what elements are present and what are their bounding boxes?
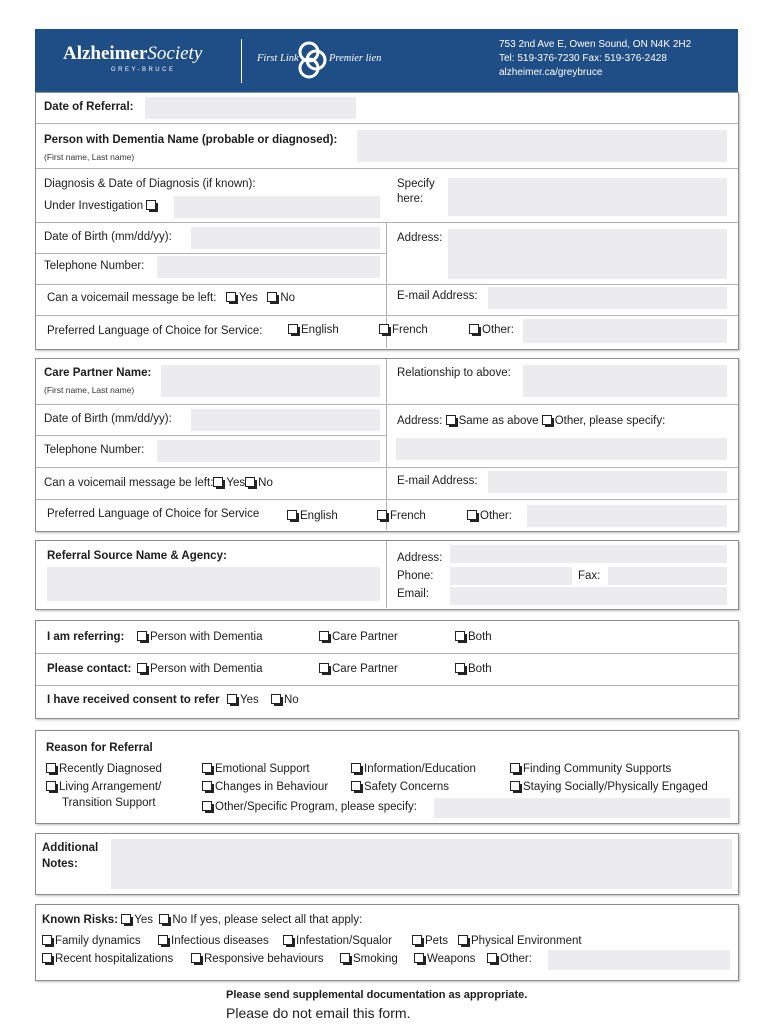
contact-both-option[interactable]: Both bbox=[455, 663, 492, 675]
cp-voicemail: Can a voicemail message be left: Yes No bbox=[44, 477, 273, 489]
notes-section bbox=[35, 833, 739, 895]
cp-address-input[interactable] bbox=[396, 438, 727, 460]
reason-safety-concerns[interactable]: Safety Concerns bbox=[351, 781, 449, 793]
person-address-label: Address: bbox=[397, 232, 443, 244]
reason-section bbox=[35, 730, 739, 824]
under-investigation-checkbox[interactable] bbox=[146, 200, 156, 210]
reason-changes-behaviour[interactable]: Changes in Behaviour bbox=[202, 781, 328, 793]
cp-relationship-label: Relationship to above: bbox=[397, 367, 511, 379]
diagnosis-input[interactable] bbox=[174, 196, 380, 218]
referring-pwd-option[interactable]: Person with Dementia bbox=[137, 631, 263, 643]
person-lang-other-input[interactable] bbox=[523, 319, 727, 343]
person-name-input[interactable] bbox=[357, 130, 727, 162]
risk-infectious-diseases[interactable]: Infectious diseases bbox=[158, 935, 269, 947]
person-dob-label: Date of Birth (mm/dd/yy): bbox=[44, 231, 172, 243]
under-investigation[interactable]: Under Investigation bbox=[44, 200, 159, 212]
risk-weapons[interactable]: Weapons bbox=[414, 953, 475, 965]
footer-note-1: Please send supplemental documentation as appropriate. bbox=[226, 989, 528, 1001]
header-divider bbox=[241, 39, 242, 83]
consent-label: I have received consent to refer bbox=[47, 694, 220, 706]
alzheimer-society-logo: AlzheimerSociety bbox=[63, 43, 203, 64]
cp-dob-input[interactable] bbox=[191, 409, 380, 431]
source-address-label: Address: bbox=[397, 552, 443, 564]
header-website: alzheimer.ca/greybruce bbox=[499, 67, 603, 78]
cp-name-label: Care Partner Name: bbox=[44, 367, 152, 379]
risks-row-1: Known Risks: Yes No If yes, please select all that apply: bbox=[42, 914, 363, 926]
cp-phone-label: Telephone Number: bbox=[44, 444, 145, 456]
first-link-logo: First Link bbox=[257, 53, 299, 64]
risks-no-checkbox[interactable] bbox=[159, 914, 169, 924]
form-header bbox=[35, 29, 738, 92]
reason-title: Reason for Referral bbox=[46, 742, 153, 754]
premier-lien-logo: Premier lien bbox=[329, 53, 382, 64]
person-name-label: Person with Dementia Name (probable or diagnosed): bbox=[44, 134, 338, 146]
cp-lang-french[interactable]: French bbox=[377, 510, 426, 522]
specify-label-2: here: bbox=[397, 193, 424, 205]
risk-physical-environment[interactable]: Physical Environment bbox=[458, 935, 582, 947]
source-name-label: Referral Source Name & Agency: bbox=[47, 550, 227, 562]
person-phone-input[interactable] bbox=[157, 256, 380, 278]
cp-voicemail-yes-checkbox[interactable] bbox=[213, 477, 223, 487]
person-voicemail: Can a voicemail message be left: Yes No bbox=[47, 292, 296, 304]
cp-email-input[interactable] bbox=[488, 471, 727, 493]
source-email-label: Email: bbox=[397, 588, 429, 600]
cp-name-hint: (First name, Last name) bbox=[44, 385, 135, 395]
reason-recently-diagnosed[interactable]: Recently Diagnosed bbox=[46, 763, 162, 775]
reason-information-education[interactable]: Information/Education bbox=[351, 763, 476, 775]
person-email-label: E-mail Address: bbox=[397, 290, 478, 302]
risk-other-input[interactable] bbox=[548, 950, 730, 970]
risk-recent-hospitalizations[interactable]: Recent hospitalizations bbox=[42, 953, 173, 965]
person-lang-other[interactable]: Other: bbox=[469, 324, 514, 336]
header-address: 753 2nd Ave E, Owen Sound, ON N4K 2H2 bbox=[499, 39, 692, 50]
referring-cp-option[interactable]: Care Partner bbox=[319, 631, 398, 643]
source-address-input[interactable] bbox=[450, 545, 727, 563]
person-lang-french[interactable]: French bbox=[379, 324, 428, 336]
person-name-hint: (First name, Last name) bbox=[44, 152, 135, 162]
referring-both-option[interactable]: Both bbox=[455, 631, 492, 643]
cp-address: Address: Same as above Other, please specify: bbox=[397, 415, 666, 427]
person-dob-input[interactable] bbox=[191, 227, 380, 249]
person-section bbox=[35, 92, 739, 350]
diagnosis-label: Diagnosis & Date of Diagnosis (if known): bbox=[44, 178, 256, 190]
person-email-input[interactable] bbox=[488, 287, 727, 309]
person-address-input[interactable] bbox=[448, 229, 727, 279]
notes-label-2: Notes: bbox=[42, 858, 78, 870]
source-email-input[interactable] bbox=[450, 587, 727, 605]
source-fax-input[interactable] bbox=[608, 567, 727, 585]
person-voicemail-no-checkbox[interactable] bbox=[267, 292, 277, 302]
cp-lang-other-input[interactable] bbox=[527, 505, 727, 527]
cp-lang-other[interactable]: Other: bbox=[467, 510, 512, 522]
date-of-referral-input[interactable] bbox=[145, 97, 356, 119]
risk-pets[interactable]: Pets bbox=[412, 935, 448, 947]
reason-emotional-support[interactable]: Emotional Support bbox=[202, 763, 310, 775]
reason-transition-support: Transition Support bbox=[62, 797, 156, 809]
cp-voicemail-no-checkbox[interactable] bbox=[245, 477, 255, 487]
reason-other-input[interactable] bbox=[434, 798, 730, 818]
risk-smoking[interactable]: Smoking bbox=[340, 953, 398, 965]
notes-label-1: Additional bbox=[42, 842, 99, 854]
risks-section bbox=[35, 904, 739, 981]
risk-other[interactable]: Other: bbox=[487, 953, 532, 965]
contact-cp-option[interactable]: Care Partner bbox=[319, 663, 398, 675]
cp-dob-label: Date of Birth (mm/dd/yy): bbox=[44, 413, 172, 425]
source-fax-label: Fax: bbox=[578, 570, 601, 582]
cp-other-address-checkbox[interactable] bbox=[542, 415, 552, 425]
person-phone-label: Telephone Number: bbox=[44, 260, 145, 272]
cp-same-as-above-checkbox[interactable] bbox=[446, 415, 456, 425]
risks-yes-checkbox[interactable] bbox=[121, 914, 131, 924]
risk-responsive-behaviours[interactable]: Responsive behaviours bbox=[191, 953, 324, 965]
care-partner-section bbox=[35, 358, 739, 532]
cp-language-label: Preferred Language of Choice for Service bbox=[47, 508, 260, 520]
consent-no-option[interactable]: No bbox=[271, 694, 299, 706]
contact-pwd-option[interactable]: Person with Dementia bbox=[137, 663, 263, 675]
reason-finding-supports[interactable]: Finding Community Supports bbox=[510, 763, 671, 775]
please-contact-label: Please contact: bbox=[47, 663, 132, 675]
specify-label: Specify bbox=[397, 178, 435, 190]
cp-relationship-input[interactable] bbox=[523, 365, 727, 397]
person-voicemail-yes-checkbox[interactable] bbox=[226, 292, 236, 302]
header-phones: Tel: 519-376-7230 Fax: 519-376-2428 bbox=[499, 53, 667, 64]
source-phone-label: Phone: bbox=[397, 570, 434, 582]
referring-section bbox=[35, 620, 739, 719]
reason-other-program[interactable]: Other/Specific Program, please specify: bbox=[202, 801, 417, 813]
i-am-referring-label: I am referring: bbox=[47, 631, 125, 643]
source-name-input[interactable] bbox=[47, 567, 380, 601]
date-of-referral-label: Date of Referral: bbox=[44, 101, 134, 113]
risk-infestation[interactable]: Infestation/Squalor bbox=[283, 935, 392, 947]
reason-staying-engaged[interactable]: Staying Socially/Physically Engaged bbox=[510, 781, 708, 793]
cp-lang-english[interactable]: English bbox=[287, 510, 338, 522]
notes-input[interactable] bbox=[111, 839, 732, 889]
source-phone-input[interactable] bbox=[450, 567, 572, 585]
person-lang-english[interactable]: English bbox=[288, 324, 339, 336]
specify-input[interactable] bbox=[448, 178, 727, 216]
footer-note-2: Please do not email this form. bbox=[226, 1005, 411, 1021]
risk-family-dynamics[interactable]: Family dynamics bbox=[42, 935, 141, 947]
consent-yes-option[interactable]: Yes bbox=[227, 694, 259, 706]
first-link-rings-icon bbox=[296, 39, 332, 79]
logo-subtitle: GREY-BRUCE bbox=[111, 67, 176, 73]
cp-email-label: E-mail Address: bbox=[397, 475, 478, 487]
cp-phone-input[interactable] bbox=[157, 440, 380, 462]
referral-source-section bbox=[35, 540, 739, 610]
person-language-label: Preferred Language of Choice for Service: bbox=[47, 325, 263, 337]
reason-living-arrangement[interactable]: Living Arrangement/ bbox=[46, 781, 161, 793]
cp-name-input[interactable] bbox=[161, 365, 380, 397]
